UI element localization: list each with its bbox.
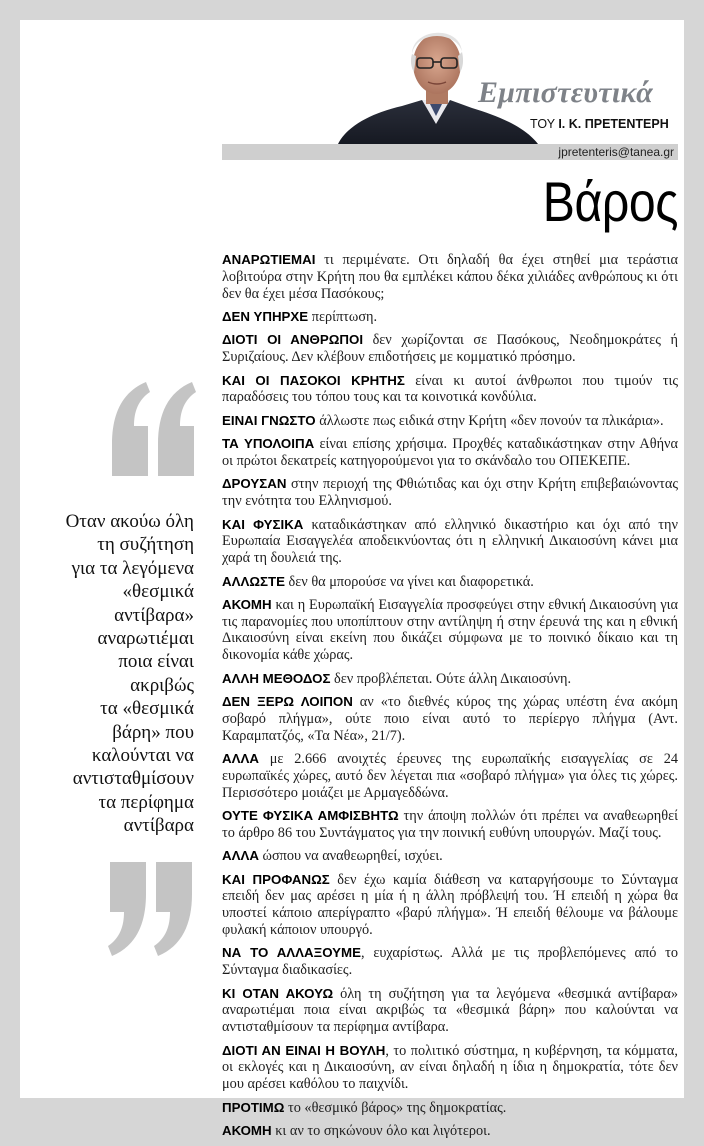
paragraph-text: δεν έχω καμία διάθεση να καταργήσουμε το Σύνταγμα επειδή δεν μας αρέσει η μία ή η άλλη πρόβλεψή του. Ή επειδή η χώρα θα υποστεί κάποιο απερίγραπτο «βαρύ πλήγμα». Ή επειδή θέλουμε να βάλουμε φυλακή κάποιον υπουργό. — [222, 871, 679, 938]
author-email[interactable]: jpretenteris@tanea.gr — [558, 145, 674, 159]
pull-quote-line: ακριβώς — [130, 674, 194, 696]
pull-quote-line: για τα λεγόμενα — [71, 557, 194, 579]
paragraph-lead: ΑΚΟΜΗ — [222, 596, 272, 612]
open-quote-icon — [106, 380, 198, 480]
pull-quote-line: «θεσμικά — [122, 581, 194, 603]
paragraph-lead: ΠΡΟΤΙΜΩ — [222, 1099, 285, 1115]
paragraph-lead: ΔΕΝ ΞΕΡΩ ΛΟΙΠΟΝ — [222, 694, 353, 710]
article-paragraph — [222, 694, 678, 744]
paragraph-text: στην περιοχή της Φθιώτιδας και όχι στην Κρήτη επιβεβαιώνοντας την ενότητα του Ελληνισμού. — [222, 476, 678, 510]
paragraph-lead: ΔΙΟΤΙ ΑΝ ΕΙΝΑΙ Η ΒΟΥΛΗ — [222, 1042, 386, 1058]
article-paragraph — [222, 476, 678, 510]
article-paragraph — [222, 436, 678, 470]
byline — [530, 117, 669, 131]
paragraph-lead: ΔΙΟΤΙ ΟΙ ΑΝΘΡΩΠΟΙ — [222, 332, 364, 348]
paragraph-lead: ΑΛΛΗ ΜΕΘΟΔΟΣ — [222, 670, 331, 686]
paragraph-text: όλη τη συζήτηση για τα λεγόμενα «θεσμικά αντίβαρα» αναρωτιέμαι ποια είναι ακριβώς τα «θεσμικά βάρη» που καλούνται να αντισταθμίσουν τα περίφημα αντίβαρα. — [222, 985, 678, 1036]
paragraph-text: κι αν το σηκώνουν όλο και λιγότεροι. — [271, 1122, 491, 1139]
close-quote-icon — [106, 858, 198, 958]
paragraph-text: δεν θα μπορούσε να γίνει και διαφορετικά. — [284, 573, 534, 590]
article-paragraph — [222, 413, 678, 430]
article-paragraph — [222, 751, 678, 801]
paragraph-text: την άποψη πολλών ότι πρέπει να αναθεωρηθεί το άρθρο 86 του Συντάγματος για την ποινική ευθύνη υπουργών. Μαζί τους. — [222, 808, 678, 841]
article-paragraph — [222, 848, 678, 865]
pull-quote-line: τα περίφημα — [98, 791, 194, 813]
paragraph-text: άλλωστε πως ειδικά στην Κρήτη «δεν πονούν τα πλικάρια». — [315, 412, 664, 429]
article-body — [222, 252, 678, 1146]
article-paragraph — [222, 309, 678, 326]
article-paragraph — [222, 574, 678, 591]
email-bar — [222, 144, 678, 160]
paragraph-lead: ΕΙΝΑΙ ΓΝΩΣΤΟ — [222, 412, 316, 428]
paragraph-lead: ΑΝΑΡΩΤΙΕΜΑΙ — [222, 252, 316, 267]
paragraph-text: δεν χωρίζονται σε Πασόκους, Νεοδημοκράτες ή Συριζαίους. Δεν κλέβουν επιδοτήσεις με κομματικό πρόσημο. — [222, 332, 678, 366]
article-paragraph — [222, 1123, 678, 1140]
article-paragraph — [222, 373, 678, 407]
paragraph-text: αν «το διεθνές κύρος της χώρας υπέστη ένα ακόμη σοβαρό πλήγμα», ούτε ποιο είναι αυτό το περίεργο πλήγμα (Αντ. Καραμπατζός, «Τα Νέα», 21/7). — [222, 694, 678, 744]
column-name: Εμπιστευτικά — [478, 76, 654, 109]
article-paragraph — [222, 872, 678, 939]
paragraph-text: καταδικάστηκαν από ελληνικό δικαστήριο και όχι από την Ευρωπαία Εισαγγελέα αποδεικνύοντας ότι η ελληνική Δικαιοσύνη κάνει μια χαρά τη δουλειά της. — [222, 516, 678, 567]
paragraph-text: και η Ευρωπαϊκή Εισαγγελία προσφεύγει στην εθνική Δικαιοσύνη για τις παρανομίες που υποπίπτουν στην αντίληψη ή στην έρευνά της και η εθνική Δικαιοσύνη είναι εκείνη που δικάζει σύμφωνα με το ποινικό δίκαιο και τη δικονομία κάθε χώρας. — [222, 596, 678, 664]
paragraph-lead: ΑΛΛΑ — [222, 751, 259, 767]
paragraph-text: είναι επίσης χρήσιμα. Προχθές καταδικάστηκαν στην Αθήνα οι πρώτοι δεκατρείς κατηγορούμενοι για το σκάνδαλο του ΟΠΕΚΕΠΕ. — [222, 436, 679, 469]
article-paragraph — [222, 597, 678, 664]
paragraph-lead: ΑΛΛΩΣΤΕ — [222, 573, 285, 589]
paragraph-lead: ΚΑΙ ΦΥΣΙΚΑ — [222, 516, 304, 532]
pull-quote-line: αντίβαρα» — [114, 604, 194, 626]
paragraph-text: δεν προβλέπεται. Ούτε άλλη Δικαιοσύνη. — [330, 670, 572, 687]
article-paragraph — [222, 808, 678, 842]
author-name: Ι. Κ. ΠΡΕΤΕΝΤΕΡΗ — [558, 117, 669, 131]
paragraph-text: τι περιμένατε. Οτι δηλαδή θα έχει στηθεί μια τεράστια λοβιτούρα στην Κρήτη που θα εμπλέκει κάπου δέκα χιλιάδες ανθρώπους κι ότι δεν θα έχει μέσα Πασόκους; — [222, 252, 678, 302]
pull-quote-line: τη συζήτηση — [97, 534, 194, 556]
newspaper-page — [20, 20, 684, 1139]
article-paragraph — [222, 1100, 678, 1117]
paragraph-text: το «θεσμικό βάρος» της δημοκρατίας. — [284, 1099, 507, 1116]
paragraph-lead: ΟΥΤΕ ΦΥΣΙΚΑ ΑΜΦΙΣΒΗΤΩ — [222, 808, 399, 824]
paragraph-text: είναι κι αυτοί άνθρωποι που τιμούν τις παραδόσεις του τόπου τους και τα κοινοτικά κονδύλια. — [222, 372, 678, 406]
paragraph-text: , ευχαρίστως. Αλλά με τις προβλεπόμενες από το Σύνταγμα διαδικασίες. — [222, 945, 678, 979]
article-paragraph — [222, 1043, 678, 1093]
paragraph-lead: ΚΑΙ ΠΡΟΦΑΝΩΣ — [222, 871, 330, 887]
paragraph-lead: ΚΑΙ ΟΙ ΠΑΣΟΚΟΙ ΚΡΗΤΗΣ — [222, 372, 405, 388]
pull-quote-line: ποια είναι — [118, 651, 194, 673]
article-paragraph — [222, 517, 678, 567]
paragraph-lead: ΔΕΝ ΥΠΗΡΧΕ — [222, 308, 309, 324]
article-title: Βάρος — [542, 170, 678, 233]
pull-quote-line: τα «θεσμικά — [100, 698, 194, 720]
paragraph-text: περίπτωση. — [308, 308, 378, 325]
byline-prefix: ΤΟΥ — [530, 117, 555, 131]
pull-quote-line: καλούνται να — [91, 745, 194, 767]
paragraph-lead: ΤΑ ΥΠΟΛΟΙΠΑ — [222, 436, 315, 452]
paragraph-lead: ΔΡΟΥΣΑΝ — [222, 476, 287, 492]
paragraph-lead: ΚΙ ΟΤΑΝ ΑΚΟΥΩ — [222, 985, 334, 1001]
article-paragraph — [222, 252, 678, 302]
pull-quote-line: αντίβαρα — [123, 815, 194, 837]
paragraph-text: ώσπου να αναθεωρηθεί, ισχύει. — [258, 848, 443, 865]
paragraph-text: , το πολιτικό σύστημα, η κυβέρνηση, τα κόμματα, οι εκλογές και η Δικαιοσύνη, αν είναι δηλαδή η ίδια η δημοκρατία, τότε δεν μου αρέσει καθόλου το παιχνίδι. — [222, 1042, 678, 1093]
pull-quote-line: Οταν ακούω όλη — [65, 511, 194, 532]
pull-quote-line: βάρη» που — [112, 721, 194, 743]
paragraph-text: με 2.666 ανοιχτές έρευνες της ευρωπαϊκής εισαγγελίας σε 24 ευρωπαϊκές χώρες, αυτό δεν λέγεται πια «σοβαρό πλήγμα» για όλες τις χώρες. Περισσότερο μοιάζει με Αρμαγεδδώνα. — [222, 751, 678, 801]
paragraph-lead: ΑΛΛΑ — [222, 848, 259, 864]
paragraph-lead: ΝΑ ΤΟ ΑΛΛΑΞΟΥΜΕ — [222, 945, 361, 961]
pull-quote-line: αναρωτιέμαι — [97, 628, 194, 650]
article-paragraph — [222, 986, 678, 1036]
article-paragraph — [222, 945, 678, 979]
article-paragraph — [222, 671, 678, 688]
pull-quote — [32, 510, 194, 838]
article-paragraph — [222, 332, 678, 366]
pull-quote-line: αντισταθμίσουν — [72, 768, 194, 790]
paragraph-lead: ΑΚΟΜΗ — [222, 1122, 272, 1138]
